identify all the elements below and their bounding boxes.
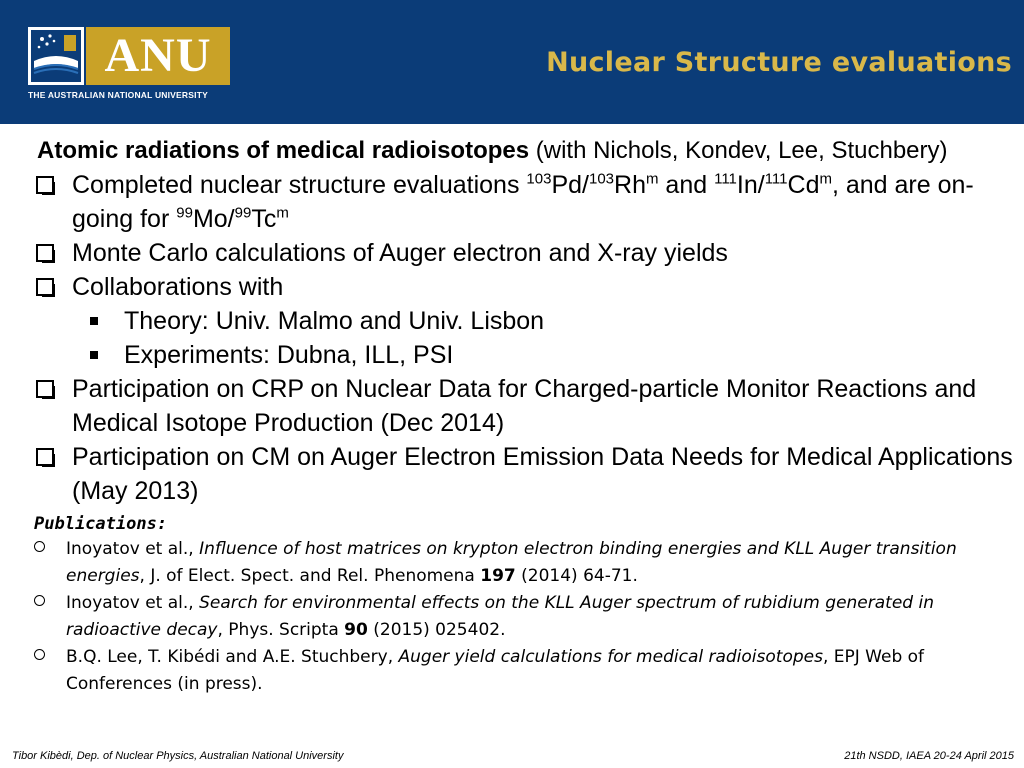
list-item: Completed nuclear structure evaluations $^{103}$Pd/$^{103}$Rh$^m$ and $^{111}$In/$^{111}$Cd$^m$, and are on-going for $^{99}$Mo/$^{99}$Tc$^m$	[34, 168, 1014, 236]
checkbox-bullet-icon	[36, 244, 54, 262]
collaborations-sublist	[72, 304, 1014, 372]
anu-logo-wordmark: ANU	[86, 27, 230, 85]
footer-author: Tibor Kibèdi, Dep. of Nuclear Physics, Australian National University	[12, 750, 344, 762]
publications-list	[34, 536, 1014, 698]
header-banner	[0, 0, 1024, 124]
checkbox-bullet-icon	[36, 176, 54, 194]
checkbox-bullet-icon	[36, 278, 54, 296]
square-bullet-icon	[90, 317, 98, 325]
circle-bullet-icon	[34, 649, 45, 660]
list-item: Monte Carlo calculations of Auger electron and X-ray yields	[34, 236, 1014, 270]
square-bullet-icon	[90, 351, 98, 359]
checkbox-bullet-icon	[36, 448, 54, 466]
sublist-item: Experiments: Dubna, ILL, PSI	[72, 338, 1014, 372]
publication-item: Inoyatov et al., Search for environmental effects on the KLL Auger spectrum of rubidium generated in radioactive decay, Phys. Scripta 90 (2015) 025402.	[34, 590, 1014, 644]
checkbox-bullet-icon	[36, 380, 54, 398]
publications-heading: Publications:	[34, 514, 168, 534]
intro-paragraph	[37, 134, 1014, 168]
publication-item: Inoyatov et al., Influence of host matrices on krypton electron binding energies and KLL Auger transition energies, J. of Elect. Spect. and Rel. Phenomena 197 (2014) 64-71.	[34, 536, 1014, 590]
slide-title: Nuclear Structure evaluations	[546, 47, 1012, 78]
circle-bullet-icon	[34, 541, 45, 552]
intro-collaborators: (with Nichols, Kondev, Lee, Stuchbery)	[529, 137, 948, 164]
footer-conference: 21th NSDD, IAEA 20-24 April 2015	[844, 750, 1014, 762]
publication-item: B.Q. Lee, T. Kibédi and A.E. Stuchbery, Auger yield calculations for medical radioisotopes, EPJ Web of Conferences (in press).	[34, 644, 1014, 698]
sublist-item: Theory: Univ. Malmo and Univ. Lisbon	[72, 304, 1014, 338]
university-name: THE AUSTRALIAN NATIONAL UNIVERSITY	[28, 90, 208, 100]
list-item: Participation on CM on Auger Electron Emission Data Needs for Medical Applications (May 2013)	[34, 440, 1014, 508]
list-item: Participation on CRP on Nuclear Data for Charged-particle Monitor Reactions and Medical Isotope Production (Dec 2014)	[34, 372, 1014, 440]
slide-content	[34, 134, 1014, 698]
anu-crest-icon	[28, 27, 84, 85]
list-item: Collaborations with Theory: Univ. Malmo and Univ. Lisbon Experiments: Dubna, ILL, PSI	[34, 270, 1014, 372]
circle-bullet-icon	[34, 595, 45, 606]
main-bullet-list	[34, 168, 1014, 508]
intro-heading: Atomic radiations of medical radioisotopes	[37, 137, 530, 164]
